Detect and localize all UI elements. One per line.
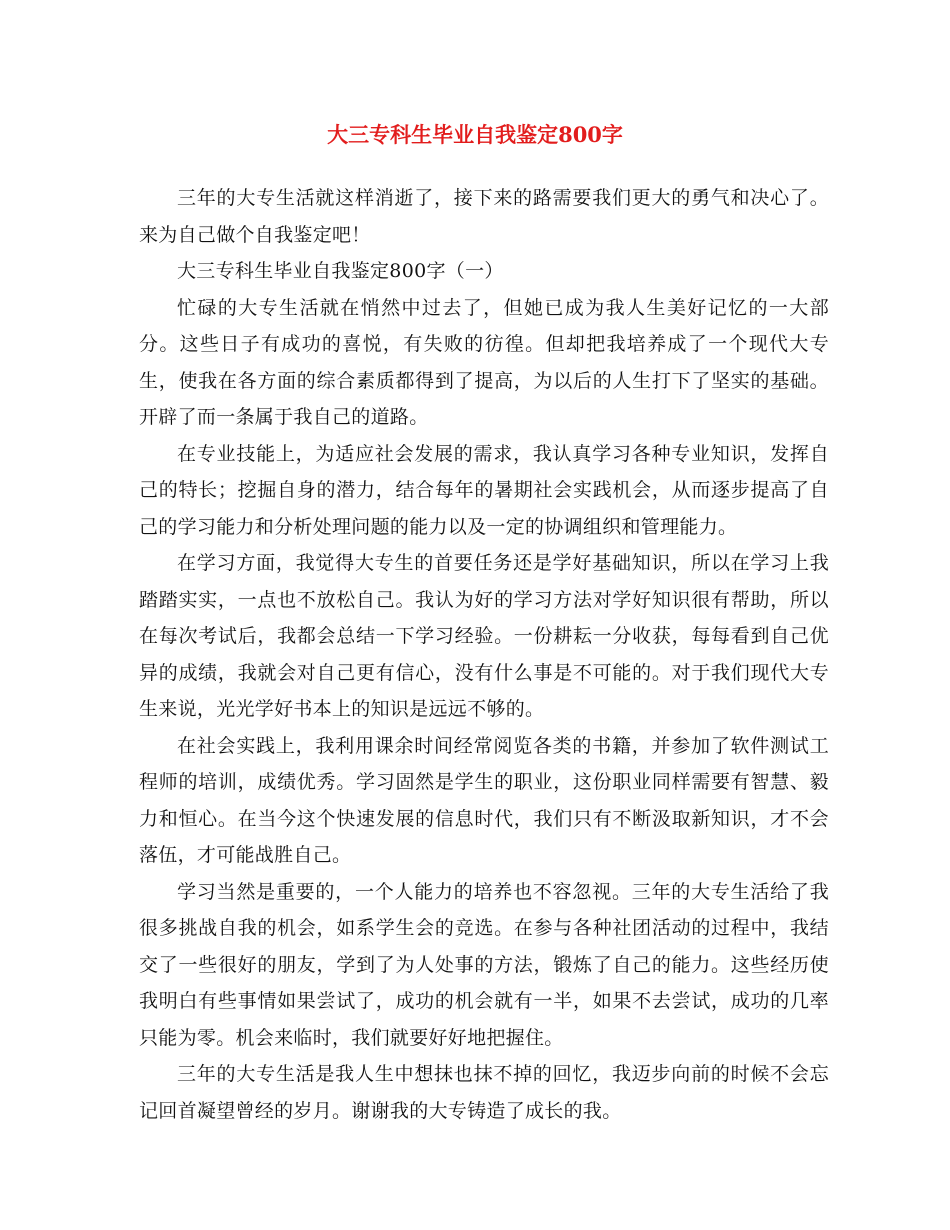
paragraph: 在学习方面，我觉得大专生的首要任务还是学好基础知识，所以在学习上我踏踏实实，一点也不放松自己。我认为好的学习方法对学好知识很有帮助，所以在每次考试后，我都会总结一下学习经验。一份耕耘一分收获，每每看到自己优异的成绩，我就会对自己更有信心，没有什么事是不可能的。对于我们现代大专生来说，光光学好书本上的知识是远远不够的。 xyxy=(139,552,829,720)
paragraph-closing: 三年的大专生活是我人生中想抹也抹不掉的回忆，我迈步向前的时候不会忘记回首凝望曾经的岁月。谢谢我的大专铸造了成长的我。 xyxy=(139,1063,829,1122)
paragraph: 学习当然是重要的，一个人能力的培养也不容忽视。三年的大专生活给了我很多挑战自我的机会，如系学生会的竞选。在参与各种社团活动的过程中，我结交了一些很好的朋友，学到了为人处事的方法，锻炼了自己的能力。这些经历使我明白有些事情如果尝试了，成功的机会就有一半，如果不去尝试，成功的几率只能为零。机会来临时，我们就要好好地把握住。 xyxy=(139,880,829,1049)
section-heading: 大三专科生毕业自我鉴定800字（一） xyxy=(177,260,504,282)
document-body xyxy=(139,180,829,1129)
paragraph-intro: 三年的大专生活就这样消逝了，接下来的路需要我们更大的勇气和决心了。来为自己做个自我鉴定吧！ xyxy=(139,187,829,246)
paragraph: 在专业技能上，为适应社会发展的需求，我认真学习各种专业知识，发挥自己的特长；挖掘自身的潜力，结合每年的暑期社会实践机会，从而逐步提高了自己的学习能力和分析处理问题的能力以及一定的协调组织和管理能力。 xyxy=(139,442,829,538)
document-title: 大三专科生毕业自我鉴定800字 xyxy=(327,122,623,147)
paragraph: 忙碌的大专生活就在悄然中过去了，但她已成为我人生美好记忆的一大部分。这些日子有成功的喜悦，有失败的彷徨。但却把我培养成了一个现代大专生，使我在各方面的综合素质都得到了提高，为以后的人生打下了坚实的基础。开辟了而一条属于我自己的道路。 xyxy=(139,296,829,428)
paragraph: 在社会实践上，我利用课余时间经常阅览各类的书籍，并参加了软件测试工程师的培训，成绩优秀。学习固然是学生的职业，这份职业同样需要有智慧、毅力和恒心。在当今这个快速发展的信息时代，我们只有不断汲取新知识，才不会落伍，才可能战胜自己。 xyxy=(139,734,829,866)
